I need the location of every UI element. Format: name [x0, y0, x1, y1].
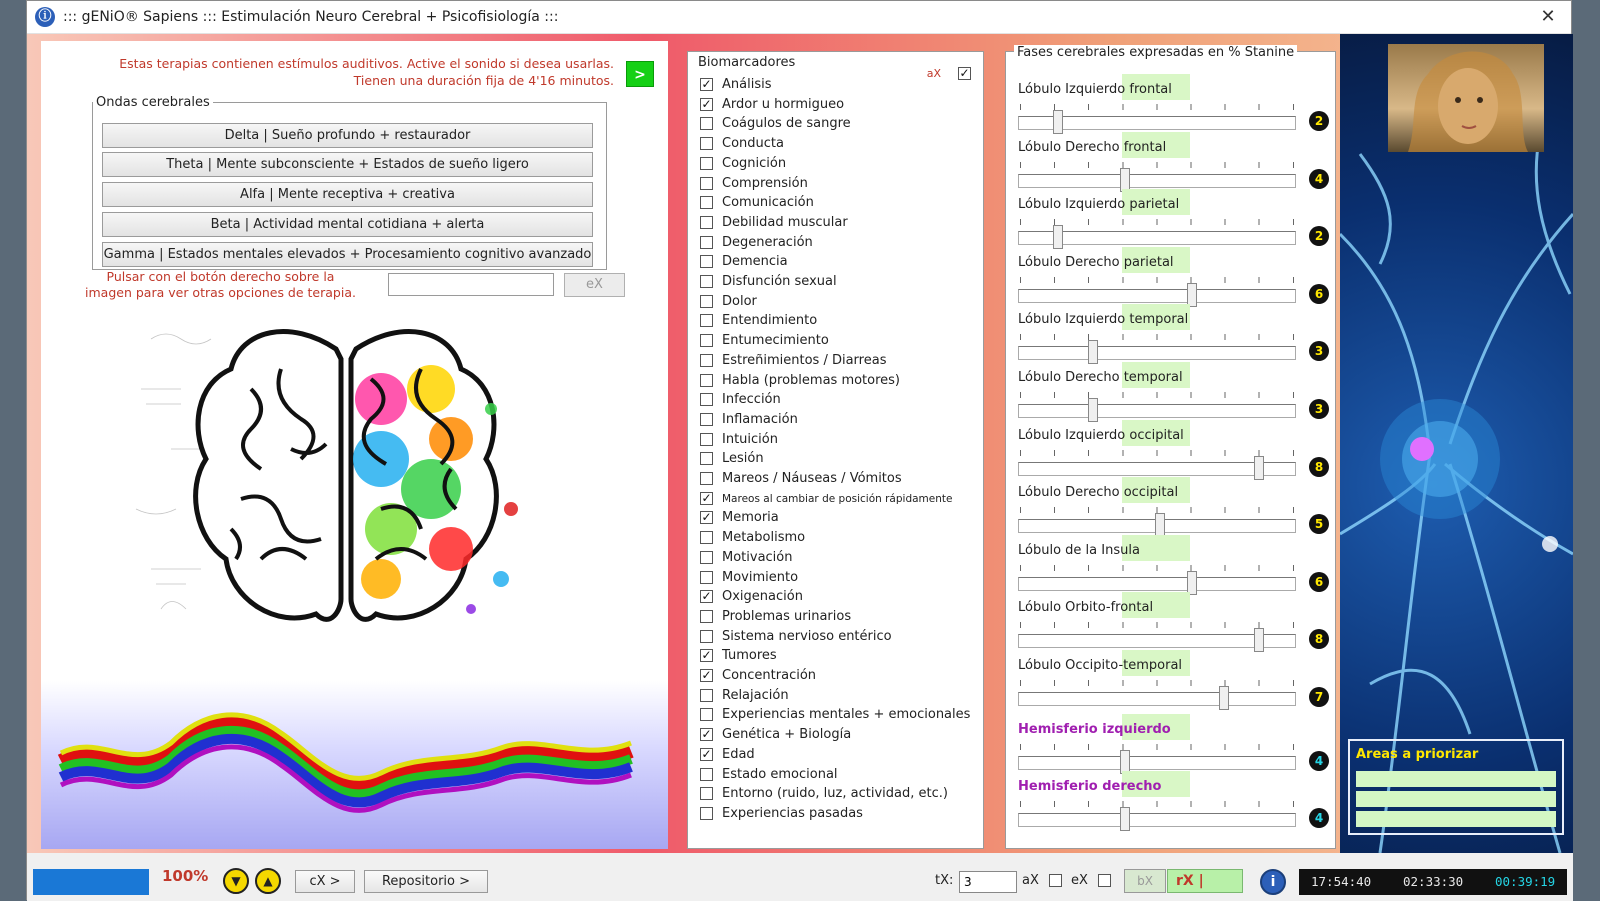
slider-thumb[interactable] [1088, 340, 1098, 364]
biomarker-checkbox[interactable] [700, 255, 713, 268]
hint-line-2: imagen para ver otras opciones de terapia. [85, 285, 356, 300]
lobe-row [1006, 779, 1337, 836]
biomarkers-legend: Biomarcadores [698, 55, 796, 70]
therapy-panel [41, 41, 668, 849]
slider-track[interactable] [1018, 577, 1296, 591]
neuron-image [1340, 34, 1573, 853]
lobe-label: Lóbulo Derecho frontal [1018, 139, 1167, 155]
biomarker-checkbox[interactable] [700, 610, 713, 623]
slider-thumb[interactable] [1187, 571, 1197, 595]
biomarker-label: Degeneración [722, 234, 813, 250]
biomarker-label: Estreñimientos / Diarreas [722, 352, 887, 368]
biomarker-label: Entorno (ruido, luz, actividad, etc.) [722, 786, 948, 802]
priority-area-slot[interactable] [1356, 811, 1556, 827]
biomarker-checkbox[interactable] [700, 551, 713, 564]
biomarker-checkbox[interactable] [700, 236, 713, 249]
biomarker-label: Ardor u hormigueo [722, 96, 845, 112]
biomarker-label: Entendimiento [722, 313, 818, 329]
biomarker-label: Metabolismo [722, 530, 806, 546]
stanine-badge: 8 [1309, 457, 1329, 477]
biomarker-label: Relajación [722, 687, 789, 703]
biomarker-checkbox[interactable] [700, 374, 713, 387]
lobe-label: Lóbulo Derecho occipital [1018, 485, 1179, 501]
close-button[interactable]: ✕ [1540, 6, 1556, 27]
biomarker-checkbox[interactable] [700, 531, 713, 544]
biomarker-checkbox[interactable] [700, 433, 713, 446]
brain-phases-panel [1005, 45, 1336, 849]
info-icon[interactable]: i [1260, 869, 1286, 895]
biomarker-checkbox[interactable] [700, 630, 713, 643]
biomarker-label: Experiencias pasadas [722, 805, 863, 821]
portrait-face [1388, 44, 1544, 152]
slider-track[interactable] [1018, 404, 1296, 418]
ax-status-label: aX [1022, 873, 1039, 888]
biomarker-label: Disfunción sexual [722, 274, 837, 289]
biomarker-label: Tumores [722, 648, 777, 664]
repositorio-button[interactable]: Repositorio > [364, 870, 488, 893]
biomarker-checkbox[interactable] [700, 314, 713, 327]
biomarker-label: Comprensión [722, 175, 808, 191]
biomarker-label: Motivación [722, 549, 793, 565]
tx-spinner[interactable]: 3 [959, 871, 1017, 893]
biomarker-label: Estado emocional [722, 766, 838, 782]
biomarker-label: Sistema nervioso entérico [722, 628, 892, 644]
stanine-badge: 4 [1309, 808, 1329, 828]
lobe-label: Lóbulo de la Insula [1018, 542, 1140, 558]
slider-thumb[interactable] [1088, 398, 1098, 422]
slider-ticks [1020, 680, 1294, 686]
wave-ribbon [41, 681, 668, 849]
biomarker-checkbox[interactable] [700, 295, 713, 308]
biomarker-checkbox[interactable] [700, 689, 713, 702]
lobe-row [1006, 82, 1337, 139]
lobe-row [1006, 140, 1337, 197]
priority-area-slot[interactable] [1356, 791, 1556, 807]
slider-thumb[interactable] [1053, 110, 1063, 134]
biomarker-checkbox[interactable]: ✓ [701, 746, 712, 761]
biomarker-label: Problemas urinarios [722, 608, 852, 624]
biomarker-checkbox[interactable]: ✓ [701, 77, 712, 91]
ex-button[interactable]: eX [564, 273, 625, 297]
biomarker-label: Lesión [722, 451, 764, 467]
notice-line-1: Estas terapias contienen estímulos auditivos. Active el sonido si desea usarlas. [119, 56, 614, 71]
biomarker-checkbox[interactable]: ✓ [701, 589, 712, 604]
clock-current: 17:54:40 [1311, 874, 1372, 889]
stanine-badge: 2 [1309, 226, 1329, 246]
sound-notice [54, 55, 614, 89]
ax-status-checkbox[interactable] [1049, 874, 1062, 887]
biomarker-checkbox[interactable] [700, 275, 713, 288]
lobe-row [1006, 312, 1337, 369]
app-logo-icon: ⓘ [35, 7, 55, 27]
ex-status-label: eX [1071, 873, 1088, 888]
biomarker-label: Infección [722, 392, 781, 408]
biomarker-checkbox[interactable]: ✓ [701, 668, 712, 682]
biomarker-checkbox[interactable] [700, 137, 713, 150]
slider-track[interactable] [1018, 756, 1296, 770]
lobe-label: Lóbulo Izquierdo occipital [1018, 427, 1184, 443]
rx-button[interactable]: rX | [1167, 869, 1243, 893]
neuron-illustration [1340, 34, 1573, 853]
app-window [26, 0, 1572, 900]
biomarker-checkbox[interactable] [700, 334, 713, 347]
biomarker-label: Entumecimiento [722, 333, 829, 349]
stanine-badge: 5 [1309, 514, 1329, 534]
biomarker-label: Memoria [722, 510, 779, 526]
delta-button[interactable]: Delta | Sueño profundo + restaurador [102, 123, 593, 148]
slider-track[interactable] [1018, 692, 1296, 706]
biomarker-checkbox[interactable] [700, 807, 713, 820]
biomarker-label: Cognición [722, 155, 787, 171]
clock-elapsed: 02:33:30 [1403, 874, 1464, 889]
slider-ticks [1020, 801, 1294, 807]
lobe-row [1006, 600, 1337, 657]
gamma-button[interactable]: Gamma | Estados mentales elevados + Procesamiento cognitivo avanzado [102, 242, 593, 267]
biomarker-checkbox[interactable] [700, 571, 713, 584]
theta-button[interactable]: Theta | Mente subconsciente + Estados de sueño ligero [102, 152, 593, 177]
slider-thumb[interactable] [1219, 686, 1229, 710]
biomarker-label: Habla (problemas motores) [722, 372, 901, 388]
biomarker-label: Coágulos de sangre [722, 116, 851, 132]
slider-ticks [1020, 744, 1294, 750]
biomarker-checkbox[interactable] [700, 177, 713, 190]
biomarker-checkbox[interactable]: ✓ [701, 96, 712, 111]
biomarker-checkbox[interactable] [700, 413, 713, 426]
zoom-level: 100% [162, 867, 209, 885]
lobe-row [1006, 543, 1337, 600]
notice-line-2: Tienen una duración fija de 4'16 minutos. [353, 73, 614, 88]
lobe-row [1006, 722, 1337, 779]
slider-ticks [1020, 565, 1294, 571]
slider-track[interactable] [1018, 289, 1296, 303]
biomarker-label: Mareos al cambiar de posición rápidamente [722, 492, 953, 505]
slider-track[interactable] [1018, 346, 1296, 360]
biomarker-label: Mareos / Náuseas / Vómitos [722, 471, 902, 486]
biomarker-checkbox[interactable]: ✓ [701, 510, 712, 525]
biomarker-checkbox[interactable] [700, 157, 713, 170]
biomarker-label: Dolor [722, 293, 757, 309]
play-button[interactable]: > [626, 61, 654, 87]
bx-button[interactable]: bX [1124, 869, 1166, 893]
brainwaves-group [92, 95, 607, 270]
hint-line-1: Pulsar con el botón derecho sobre la [106, 269, 335, 284]
biomarker-label: Experiencias mentales + emocionales [722, 707, 971, 723]
lobe-label: Lóbulo Derecho temporal [1018, 370, 1183, 385]
priority-area-slot[interactable] [1356, 771, 1556, 787]
lobe-label: Hemisferio izquierdo [1018, 721, 1171, 737]
stanine-badge: 3 [1309, 399, 1329, 419]
beta-button[interactable]: Beta | Actividad mental cotidiana + alerta [102, 212, 593, 237]
biomarker-checkbox[interactable] [700, 452, 713, 465]
biomarker-checkbox[interactable]: ✓ [701, 648, 712, 663]
ex-status-checkbox[interactable] [1098, 874, 1111, 887]
slider-ticks [1020, 334, 1294, 340]
biomarker-label: Edad [722, 746, 755, 762]
lobe-label: Lóbulo Orbito-frontal [1018, 600, 1154, 616]
alfa-button[interactable]: Alfa | Mente receptiva + creativa [102, 182, 593, 207]
ax-checkbox[interactable]: ✓ [959, 66, 970, 80]
biomarkers-panel [687, 51, 984, 849]
biomarker-label: Debilidad muscular [722, 214, 848, 230]
slider-thumb[interactable] [1120, 750, 1130, 774]
zoom-up-button[interactable]: ▲ [255, 868, 281, 894]
slider-thumb[interactable] [1254, 628, 1264, 652]
biomarker-checkbox[interactable] [700, 196, 713, 209]
biomarker-checkbox[interactable] [700, 708, 713, 721]
clock-remaining: 00:39:19 [1495, 874, 1556, 889]
lobe-row [1006, 255, 1337, 312]
biomarker-checkbox[interactable] [700, 768, 713, 781]
stanine-badge: 2 [1309, 111, 1329, 131]
title-bar [27, 1, 1571, 34]
stanine-badge: 8 [1309, 629, 1329, 649]
portrait-image [1388, 44, 1544, 152]
zoom-down-button[interactable]: ▼ [223, 868, 249, 894]
biomarker-checkbox[interactable] [700, 472, 713, 485]
lobe-row [1006, 370, 1337, 427]
biomarker-label: Conducta [722, 136, 784, 152]
slider-ticks [1020, 277, 1294, 283]
biomarker-label: Oxigenación [722, 589, 803, 605]
progress-box [33, 869, 149, 895]
biomarker-label: Demencia [722, 254, 788, 270]
slider-thumb[interactable] [1053, 225, 1063, 249]
window-title: ::: gENiO® Sapiens ::: Estimulación Neuro Cerebral + Psicofisiología ::: [63, 9, 559, 25]
lobe-label: Lóbulo Izquierdo temporal [1018, 312, 1189, 328]
stanine-badge: 4 [1309, 751, 1329, 771]
therapy-text-field[interactable] [388, 273, 554, 296]
lobe-row [1006, 485, 1337, 542]
brain-phases-legend: Fases cerebrales expresadas en % Stanine [1014, 45, 1297, 60]
slider-ticks [1020, 162, 1294, 168]
biomarker-label: Genética + Biología [722, 727, 852, 743]
biomarker-label: Comunicación [722, 195, 814, 211]
wave-visualization [41, 681, 668, 849]
biomarker-label: Intuición [722, 431, 778, 447]
slider-thumb[interactable] [1254, 456, 1264, 480]
biomarker-checkbox[interactable]: ✓ [701, 727, 712, 742]
lobe-label: Lóbulo Occipito-temporal [1018, 658, 1183, 673]
stanine-badge: 6 [1309, 572, 1329, 592]
right-click-hint [83, 269, 358, 301]
ax-label: aX [926, 67, 941, 80]
biomarker-label: Análisis [722, 77, 772, 92]
status-bar [27, 853, 1573, 901]
stanine-badge: 6 [1309, 284, 1329, 304]
biomarker-label: Concentración [722, 668, 817, 683]
tx-label: tX: [935, 873, 954, 888]
slider-track[interactable] [1018, 813, 1296, 827]
biomarker-checkbox[interactable] [700, 117, 713, 130]
brain-illustration [131, 309, 571, 664]
slider-thumb[interactable] [1187, 283, 1197, 307]
slider-thumb[interactable] [1120, 807, 1130, 831]
lobe-label: Lóbulo Izquierdo frontal [1018, 82, 1172, 97]
slider-thumb[interactable] [1155, 513, 1165, 537]
biomarker-checkbox[interactable] [700, 393, 713, 406]
stanine-badge: 3 [1309, 341, 1329, 361]
slider-ticks [1020, 392, 1294, 398]
cx-button[interactable]: cX > [295, 870, 355, 893]
slider-track[interactable] [1018, 174, 1296, 188]
lobe-label: Lóbulo Derecho parietal [1018, 254, 1174, 270]
priority-areas-box [1348, 739, 1564, 835]
lobe-row [1006, 658, 1337, 715]
biomarker-label: Inflamación [722, 411, 798, 427]
stanine-badge: 7 [1309, 687, 1329, 707]
lobe-row [1006, 428, 1337, 485]
biomarker-label: Movimiento [722, 569, 799, 585]
stanine-badge: 4 [1309, 169, 1329, 189]
biomarker-checkbox[interactable] [700, 787, 713, 800]
biomarker-checkbox[interactable] [700, 354, 713, 367]
priority-areas-title: Areas a priorizar [1356, 747, 1479, 762]
lobe-label: Lóbulo Izquierdo parietal [1018, 197, 1180, 213]
biomarker-checkbox[interactable]: ✓ [701, 490, 712, 505]
brainwaves-legend: Ondas cerebrales [96, 95, 210, 110]
lobe-row [1006, 197, 1337, 254]
lobe-label: Hemisferio derecho [1018, 779, 1162, 795]
biomarker-checkbox[interactable] [700, 216, 713, 229]
clock-bar [1299, 869, 1567, 895]
slider-thumb[interactable] [1120, 168, 1130, 192]
brain-image[interactable] [131, 309, 571, 664]
